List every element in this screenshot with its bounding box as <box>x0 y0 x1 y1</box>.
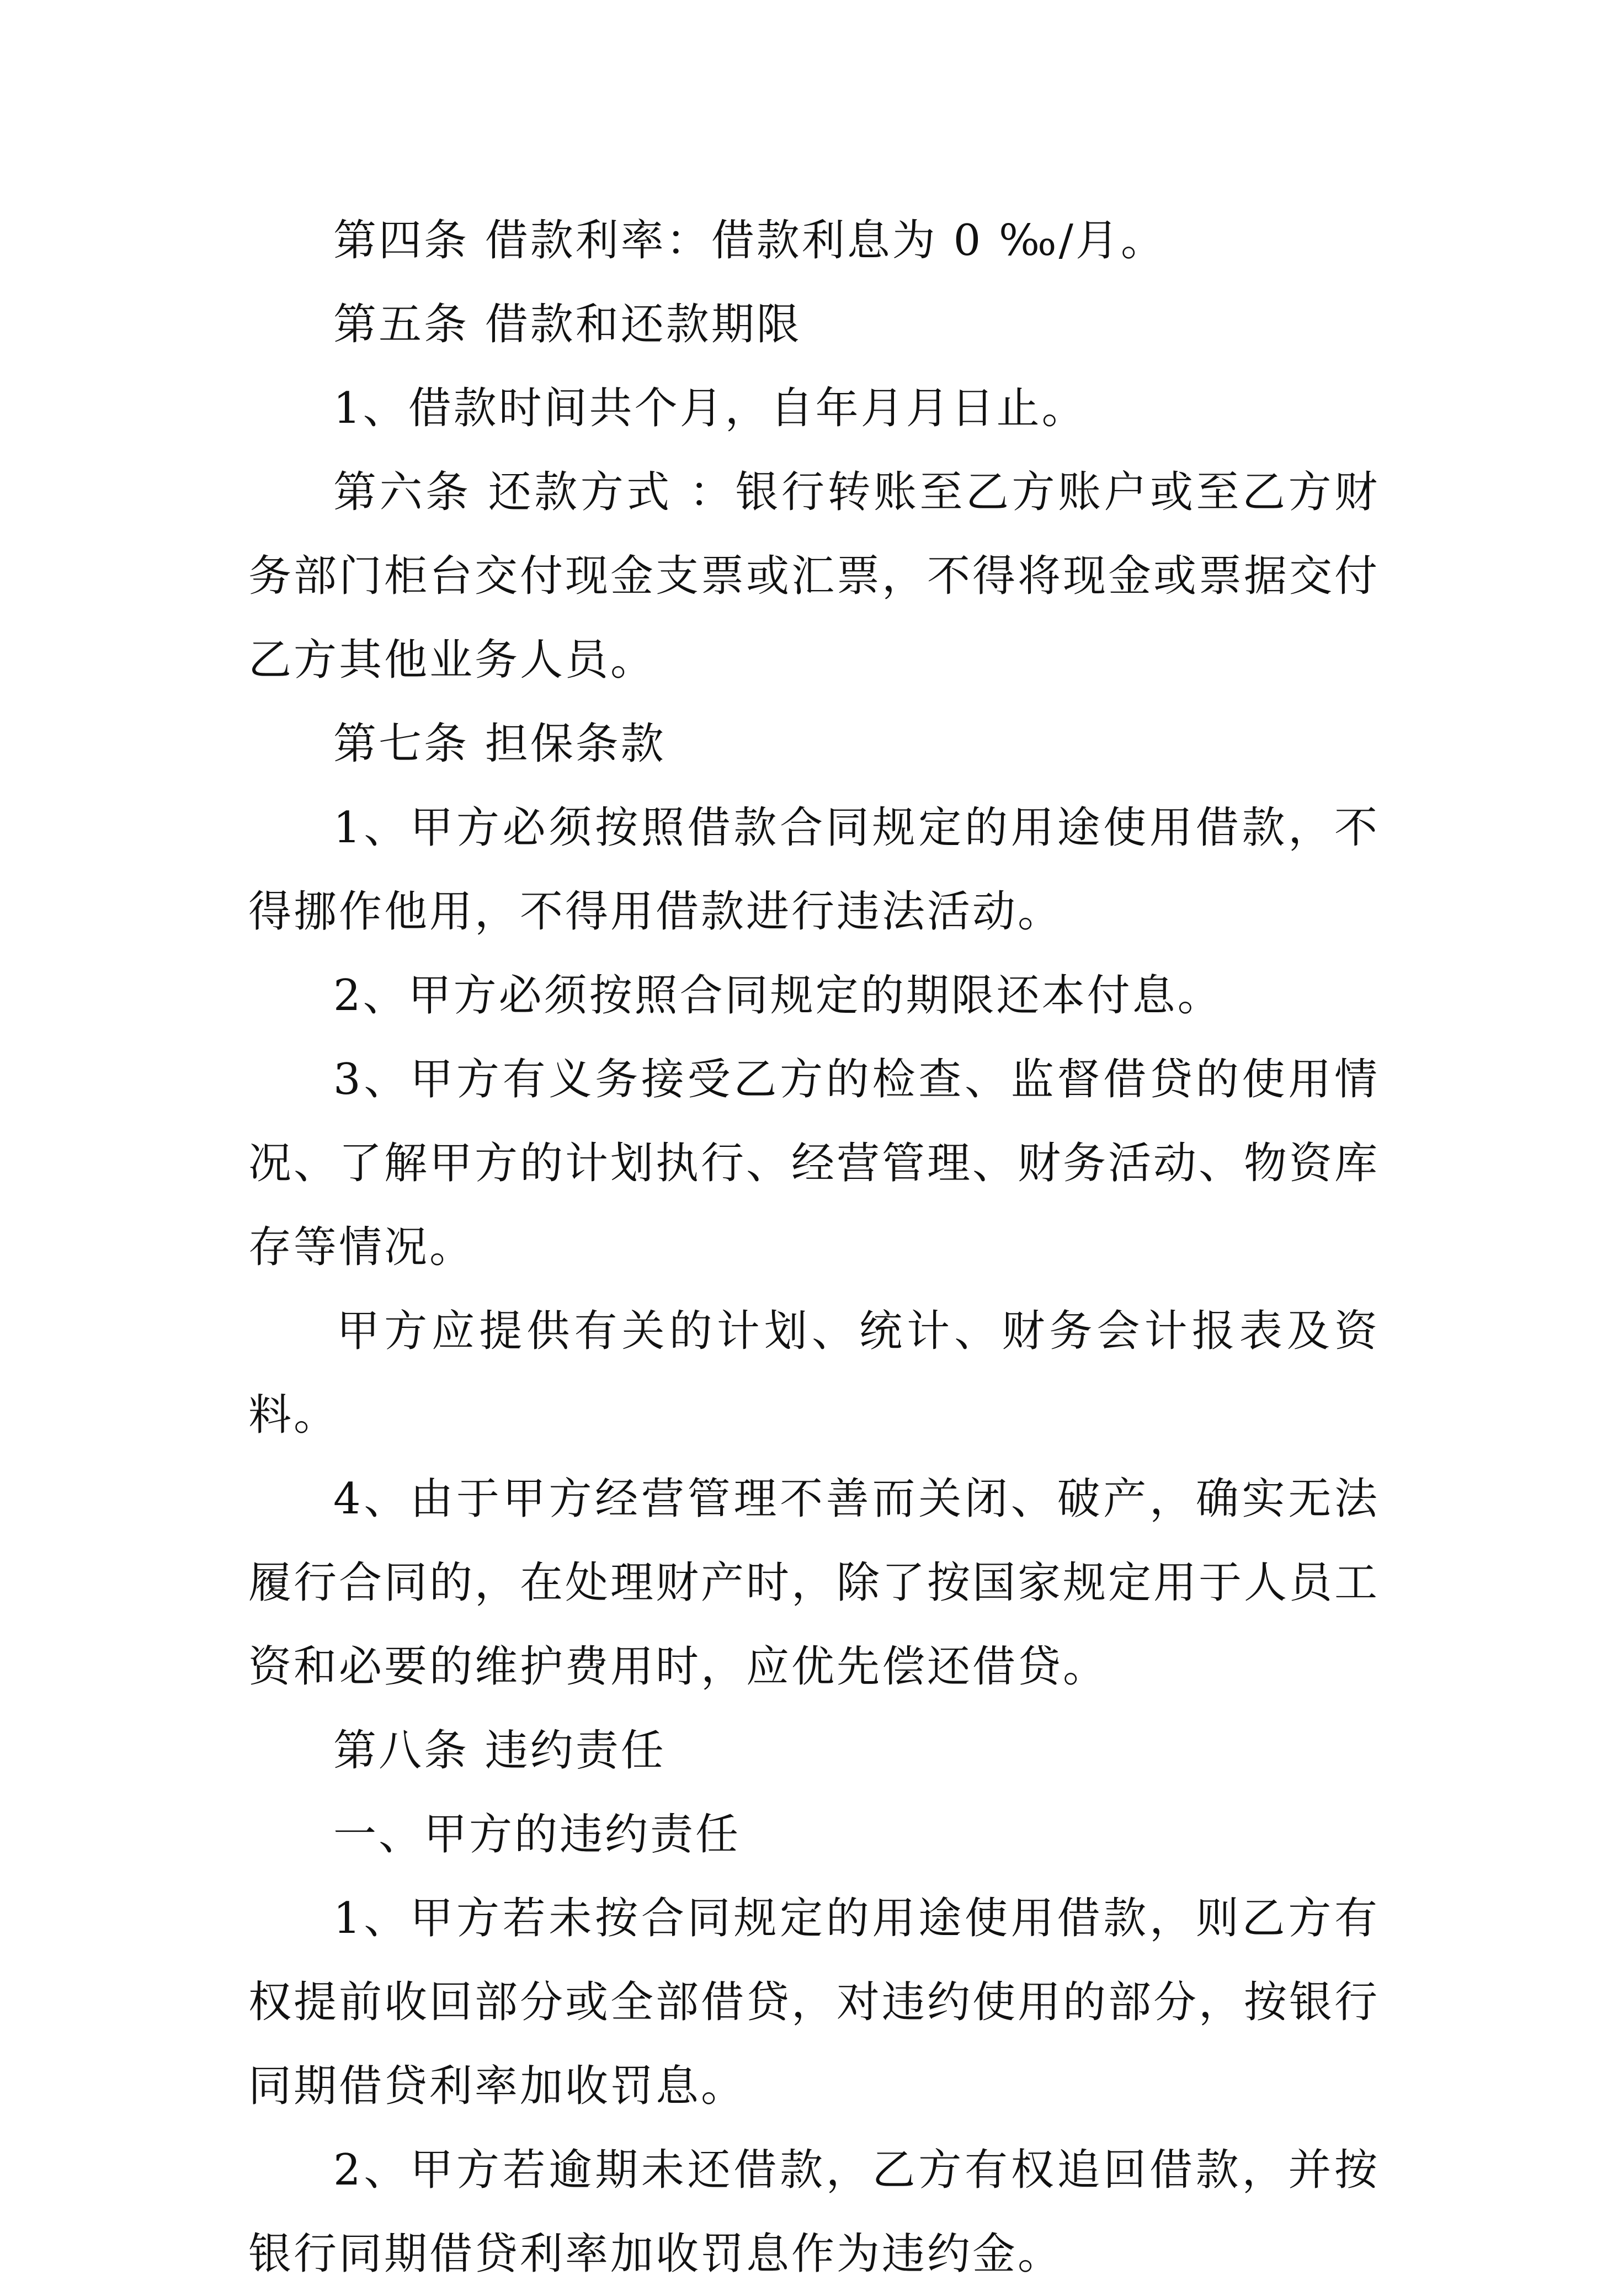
clause-7-item-2: 2、甲方必须按照合同规定的期限还本付息。 <box>333 971 1223 1021</box>
clause-8-item-1: 1、甲方若未按合同规定的用途使用借款，则乙方有权提前收回部分或全部借贷，对违约使用的部分，按银行同期借贷利率加收罚息。 <box>248 1894 1380 2111</box>
clause-8-section-1-heading: 一、甲方的违约责任 <box>333 1810 741 1859</box>
clause-8-item-2: 2、甲方若逾期未还借款，乙方有权追回借款，并按银行同期借贷利率加收罚息作为违约金。 <box>248 2145 1380 2279</box>
clause-7-heading: 第七条 担保条款 <box>333 719 666 769</box>
clause-7-item-3: 3、甲方有义务接受乙方的检查、监督借贷的使用情况、了解甲方的计划执行、经营管理、财务活动、物资库存等情况。 <box>248 1055 1380 1272</box>
clause-7-item-1: 1、甲方必须按照借款合同规定的用途使用借款，不得挪作他用，不得用借款进行违法活动。 <box>248 803 1380 937</box>
clause-5-heading: 第五条 借款和还款期限 <box>333 300 802 349</box>
clause-6-repayment-method: 第六条 还款方式 ：银行转账至乙方账户或至乙方财务部门柜台交付现金支票或汇票，不得将现金或票据交付乙方其他业务人员。 <box>248 467 1380 685</box>
clause-4-interest-rate: 第四条 借款利率：借款利息为 0 ‰/月。 <box>333 216 1166 265</box>
clause-8-heading: 第八条 违约责任 <box>333 1726 666 1776</box>
clause-7-item-4: 4、由于甲方经营管理不善而关闭、破产，确实无法履行合同的，在处理财产时，除了按国家规定用于人员工资和必要的维护费用时，应优先偿还借贷。 <box>248 1474 1380 1692</box>
clause-5-item-1: 1、借款时间共个月，自年月月日止。 <box>333 384 1087 433</box>
clause-7-item-3-note: 甲方应提供有关的计划、统计、财务会计报表及资料。 <box>248 1306 1380 1440</box>
document-body <box>248 199 1380 2296</box>
